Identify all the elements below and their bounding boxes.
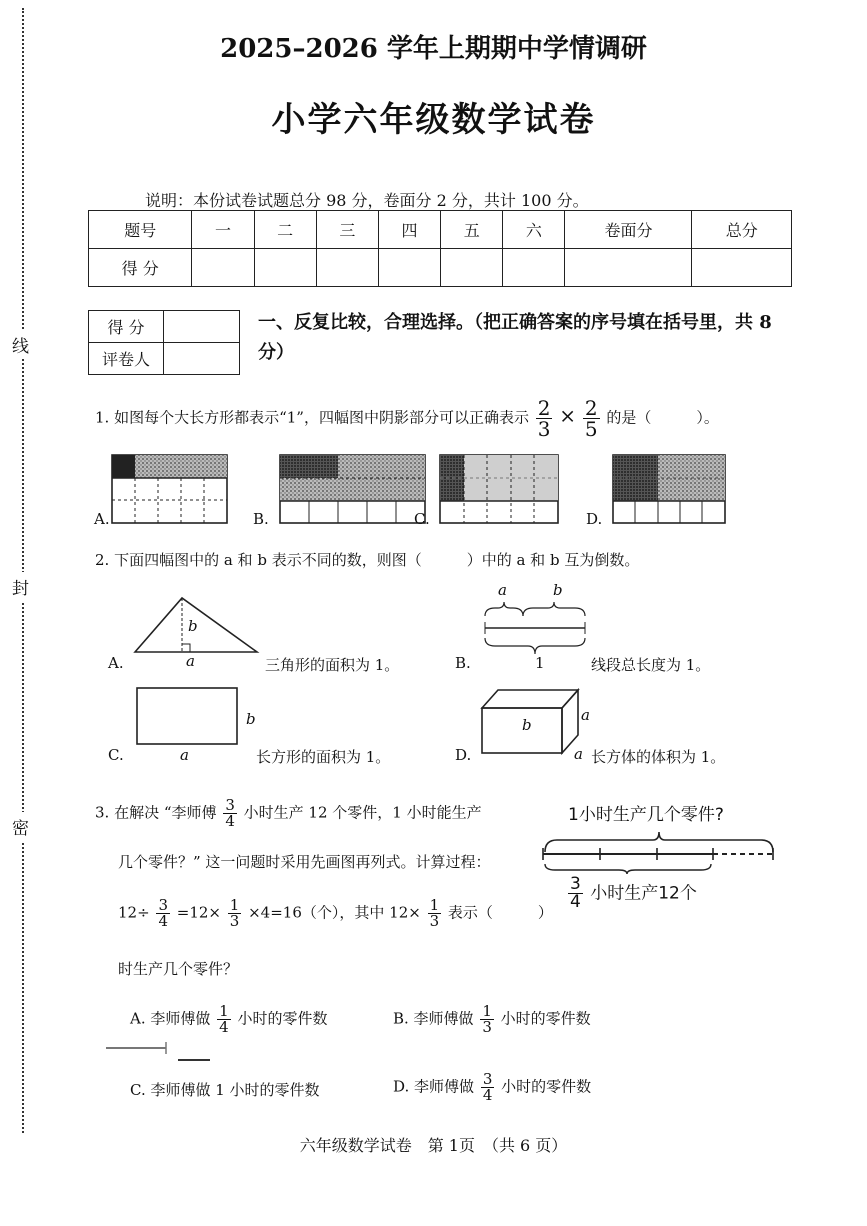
q2-option-b-label[interactable]: B.	[455, 654, 471, 672]
q3-fraction	[223, 798, 237, 829]
q1-suffix: 的是（ ）。	[606, 408, 719, 427]
q1-fraction-2	[583, 398, 600, 439]
score-input-cell[interactable]	[692, 249, 792, 287]
q1-figures	[90, 450, 830, 530]
q2-d-cuboid-b: b	[522, 716, 532, 734]
fraction-denominator: 4	[158, 912, 168, 930]
score-header-cell: 五	[441, 211, 503, 249]
q3-calc-a: 12÷	[118, 903, 150, 922]
q1-figure-c	[440, 455, 558, 523]
fraction-denominator: 3	[229, 912, 240, 930]
fraction-numerator: 3	[225, 796, 235, 814]
score-input-cell[interactable]	[192, 249, 254, 287]
q2-b-segment-a: a	[498, 581, 507, 599]
q3-calc-b: =12×	[176, 903, 221, 922]
score-input-cell[interactable]	[565, 249, 692, 287]
q2-d-cuboid-a-depth: a	[574, 745, 583, 763]
q3-option-b[interactable]	[393, 1004, 591, 1035]
fraction-denominator: 4	[570, 892, 581, 912]
q3-option-b-pre: B. 李师傅做	[393, 1009, 474, 1028]
q1-option-b-label[interactable]: B.	[253, 510, 269, 528]
score-row-label: 得 分	[89, 249, 192, 287]
q3-diagram-top-label: 1小时生产几个零件?	[568, 805, 724, 825]
score-header-cell: 题号	[89, 211, 192, 249]
fraction-numerator: 1	[429, 896, 440, 914]
q3-calc-fraction-3	[428, 898, 442, 929]
score-input-cell[interactable]	[441, 249, 503, 287]
q3-diagram-fraction	[568, 876, 583, 911]
q2-c-rect-a: a	[180, 746, 189, 764]
q3-calc-fraction-1	[156, 898, 170, 929]
section-1-title: 一、反复比较，合理选择。（把正确答案的序号填在括号里，共 8 分）	[258, 312, 772, 363]
q1-figure-b	[280, 455, 425, 523]
q3-line-2: 几个零件？” 这一问题时采用先画图再列式。计算过程：	[118, 853, 491, 871]
binding-char-xian: 线	[12, 330, 29, 359]
q3-diagram-bottom-text: 小时生产12个	[590, 883, 697, 904]
q3-calc-c: ×4=16（个），其中 12×	[248, 903, 421, 922]
fraction-numerator: 3	[482, 1070, 493, 1088]
score-header-cell: 总分	[692, 211, 792, 249]
q3-option-c[interactable]: C. 李师傅做 1 小时的零件数	[130, 1081, 320, 1099]
score-input-cell[interactable]	[503, 249, 565, 287]
q3-option-a[interactable]	[130, 1004, 328, 1035]
fraction-numerator: 2	[584, 396, 598, 420]
q2-d-cuboid-a-height: a	[581, 706, 590, 724]
q1-option-c-label[interactable]: C.	[414, 510, 430, 528]
q2-b-segment-total: 1	[535, 654, 545, 672]
q2-option-a-label[interactable]: A.	[108, 654, 124, 672]
score-header-cell: 二	[254, 211, 316, 249]
score-table	[88, 210, 792, 287]
q2-c-rect-b: b	[246, 710, 256, 728]
q3-option-d-pre: D. 李师傅做	[393, 1077, 475, 1096]
fraction-numerator: 1	[482, 1002, 492, 1020]
exam-subtitle: 2025–2026 学年上期期中学情调研	[220, 34, 647, 64]
fraction-denominator: 5	[584, 417, 598, 441]
score-header-cell: 卷面分	[565, 211, 692, 249]
score-input-cell[interactable]	[316, 249, 378, 287]
q2-rectangle	[137, 688, 237, 744]
grader-name-cell[interactable]	[164, 343, 240, 375]
fraction-denominator: 3	[482, 1018, 492, 1036]
q3-calc-fraction-2	[228, 898, 242, 929]
q3-line-diagram	[535, 826, 785, 874]
q3-option-a-post: 小时的零件数	[237, 1009, 328, 1028]
score-header-cell: 六	[503, 211, 565, 249]
grader-score-label: 得 分	[89, 311, 164, 343]
q3-line-1b: 小时生产 12 个零件，1 小时能生产	[243, 803, 482, 822]
score-header-cell: 一	[192, 211, 254, 249]
binding-char-mi: 密	[12, 812, 29, 841]
fraction-denominator: 4	[482, 1086, 493, 1104]
q3-line-1	[95, 798, 482, 829]
exam-note: 说明：本份试卷试题总分 98 分，卷面分 2 分，共计 100 分。	[145, 191, 589, 210]
exam-title: 小学六年级数学试卷	[271, 100, 596, 140]
q3-option-d-fraction	[481, 1072, 495, 1103]
q1-option-a-label[interactable]: A.	[94, 510, 110, 528]
q2-option-c-label[interactable]: C.	[108, 746, 124, 764]
q2-option-d-desc: 长方体的体积为 1。	[591, 748, 726, 766]
fraction-denominator: 4	[225, 812, 235, 830]
q2-option-b-desc: 线段总长度为 1。	[591, 656, 711, 674]
q2-b-segment-b: b	[553, 581, 563, 599]
binding-char-feng: 封	[12, 572, 29, 601]
fraction-numerator: 1	[219, 1002, 229, 1020]
fraction-numerator: 2	[537, 396, 551, 420]
q2-a-triangle-a: a	[186, 652, 195, 670]
q3-diagram-bottom-label	[566, 876, 697, 911]
q1-stem	[95, 398, 719, 439]
score-input-cell[interactable]	[378, 249, 440, 287]
q2-option-d-label[interactable]: D.	[455, 746, 472, 764]
score-header-cell: 三	[316, 211, 378, 249]
score-input-cell[interactable]	[254, 249, 316, 287]
q3-option-d-post: 小时的零件数	[501, 1077, 592, 1096]
q2-a-triangle-b: b	[188, 617, 198, 635]
fraction-numerator: 1	[229, 896, 240, 914]
q2-figures	[100, 578, 800, 773]
grader-box	[88, 310, 240, 375]
score-header-cell: 四	[378, 211, 440, 249]
binding-dotted-line	[22, 8, 24, 1133]
q1-prefix: 1. 如图每个大长方形都表示“1”，四幅图中阴影部分可以正确表示	[95, 408, 529, 427]
q3-line-1a: 3. 在解决 “李师傅	[95, 803, 217, 822]
q1-figure-d	[613, 455, 725, 523]
q2-option-c-desc: 长方形的面积为 1。	[256, 748, 391, 766]
grader-score-cell[interactable]	[164, 311, 240, 343]
q3-calculation	[118, 898, 553, 929]
q1-figure-a	[112, 455, 227, 523]
q3-option-d[interactable]	[393, 1072, 591, 1103]
fraction-numerator: 3	[570, 874, 581, 894]
fraction-numerator: 3	[158, 896, 168, 914]
scan-artifact-marks	[106, 1040, 212, 1064]
q1-fraction-1	[536, 398, 553, 439]
q3-calc-d: 表示（ ）	[447, 903, 553, 922]
q1-option-d-label[interactable]: D.	[586, 510, 603, 528]
q3-option-b-fraction	[480, 1004, 494, 1035]
q3-line-4: 时生产几个零件？	[118, 960, 239, 978]
q3-option-a-fraction	[217, 1004, 231, 1035]
page-footer: 六年级数学试卷 第 1页 （共 6 页）	[299, 1136, 568, 1155]
q2-stem: 2. 下面四幅图中的 a 和 b 表示不同的数，则图（ ）中的 a 和 b 互为倒数。	[95, 551, 640, 569]
q2-option-a-desc: 三角形的面积为 1。	[265, 656, 400, 674]
fraction-denominator: 3	[429, 912, 440, 930]
fraction-denominator: 3	[537, 417, 551, 441]
q3-option-a-pre: A. 李师傅做	[130, 1009, 211, 1028]
q3-option-b-post: 小时的零件数	[500, 1009, 591, 1028]
times-sign: ×	[559, 403, 577, 428]
fraction-denominator: 4	[219, 1018, 229, 1036]
grader-name-label: 评卷人	[89, 343, 164, 375]
